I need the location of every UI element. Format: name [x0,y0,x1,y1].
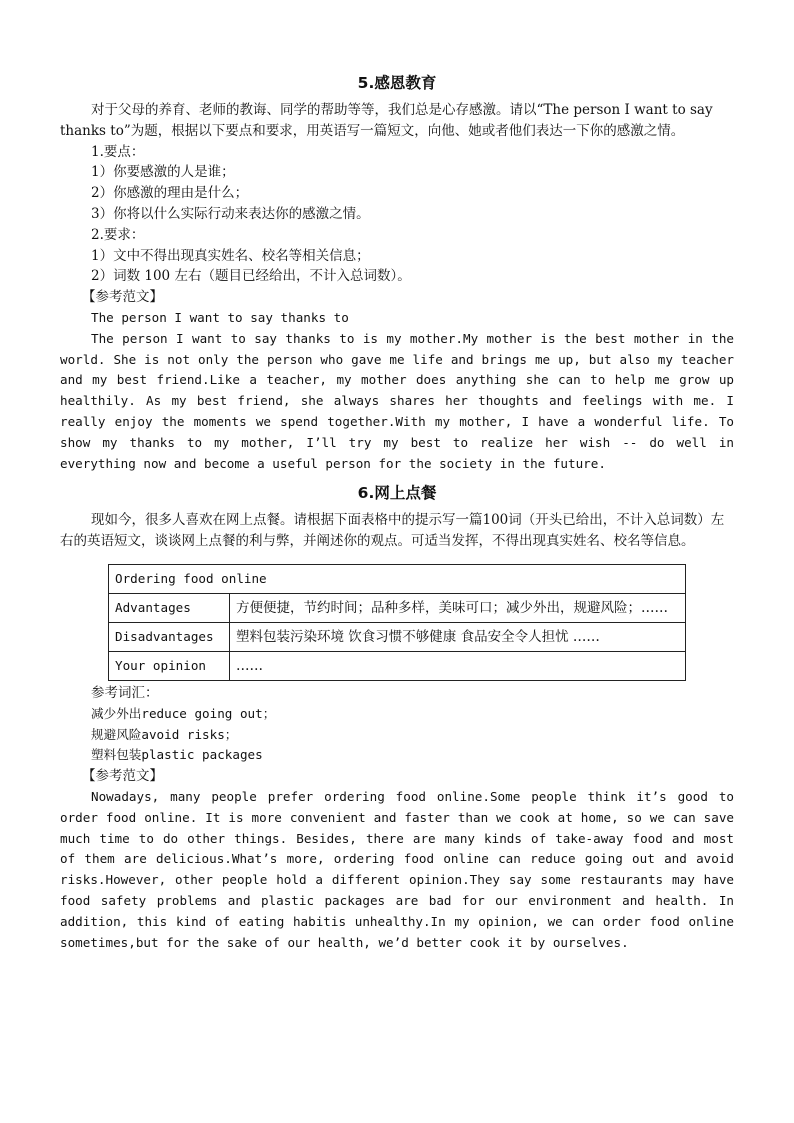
point-item: 3）你将以什么实际行动来表达你的感激之情。 [91,205,370,222]
table-row [109,622,686,651]
row-content-disadvantages: 塑料包装污染环境 饮食习惯不够健康 食品安全令人担忧 …… [230,622,686,651]
hints-table [108,564,686,681]
sample-label: 【参考范文】 [82,768,163,785]
vocab-item: 规避风险avoid risks； [91,726,238,742]
vocab-item: 塑料包装plastic packages [91,747,263,763]
table-header-row [109,564,686,593]
points-heading: 1.要点： [91,143,145,160]
table-row [109,593,686,622]
table-header: Ordering food online [109,564,686,593]
sample-essay-title: The person I want to say thanks to [91,309,349,325]
table-row [109,651,686,680]
document-page [60,68,734,953]
sample-essay-6: Nowadays, many people prefer ordering food online.Some people think it’s good to order food online. It is more convenient and faster than we cook at home, so we can save much time to do other things. Besides, there are many kinds of take-away food and most of them are delicious.What’s more, ordering food online can reduce going out and avoid risks.However, other people hold a different opinion.They say some restaurants may have food safety problems and plastic packages are bad for our environment and health. In addition, this kind of eating habitis unhealthy.In my opinion, we can order food online sometimes,but for the sake of our health, we’d better cook it by ourselves. [60,788,734,950]
sample-label: 【参考范文】 [82,289,163,306]
sample-essay-5: The person I want to say thanks to is my mother.My mother is the best mother in the world. She is not only the person who gave me life and brings me up, but also my teacher and my best friend.Like a teacher, my mother does anything she can to help me grow up healthily. As my best friend, she always shares her thoughts and feelings with me. I really enjoy the moments we spend together.With my mother, I have a wonderful life. To show my thanks to my mother, I’ll try my best to realize her wish -- do well in everything now and become a useful person for the society in the future. [60,330,734,471]
requirement-item: 2）词数 100 左右（题目已经给出，不计入总词数）。 [91,268,411,285]
row-label-opinion: Your opinion [109,651,230,680]
section-6-title: 6.网上点餐 [357,484,437,503]
point-item: 1）你要感激的人是谁； [91,164,235,181]
row-content-advantages: 方便便捷，节约时间；品种多样，美味可口；减少外出，规避风险；…… [230,593,686,622]
point-item: 2）你感激的理由是什么； [91,185,249,202]
row-label-advantages: Advantages [109,593,230,622]
row-label-disadvantages: Disadvantages [109,622,230,651]
vocab-item: 减少外出reduce going out； [91,705,276,721]
section-6-intro: 现如今，很多人喜欢在网上点餐。请根据下面表格中的提示写一篇100词（开头已给出，不计入总词数）左右的英语短文，谈谈网上点餐的利与弊，并阐述你的观点。可适当发挥，不得出现真实姓名、校名等信息。 [60,512,725,550]
vocab-heading: 参考词汇： [91,684,159,701]
section-5-title: 5.感恩教育 [357,74,437,92]
requirement-item: 1）文中不得出现真实姓名、校名等相关信息； [91,247,370,264]
section-5-intro: 对于父母的养育、老师的教诲、同学的帮助等等，我们总是心存感激。请以“The person I want to say thanks to”为题，根据以下要点和要求，用英语写一篇短文，向他、她或者他们表达一下你的感激之情。 [60,102,713,139]
requirements-heading: 2.要求： [91,226,145,243]
row-content-opinion: …… [230,651,686,680]
